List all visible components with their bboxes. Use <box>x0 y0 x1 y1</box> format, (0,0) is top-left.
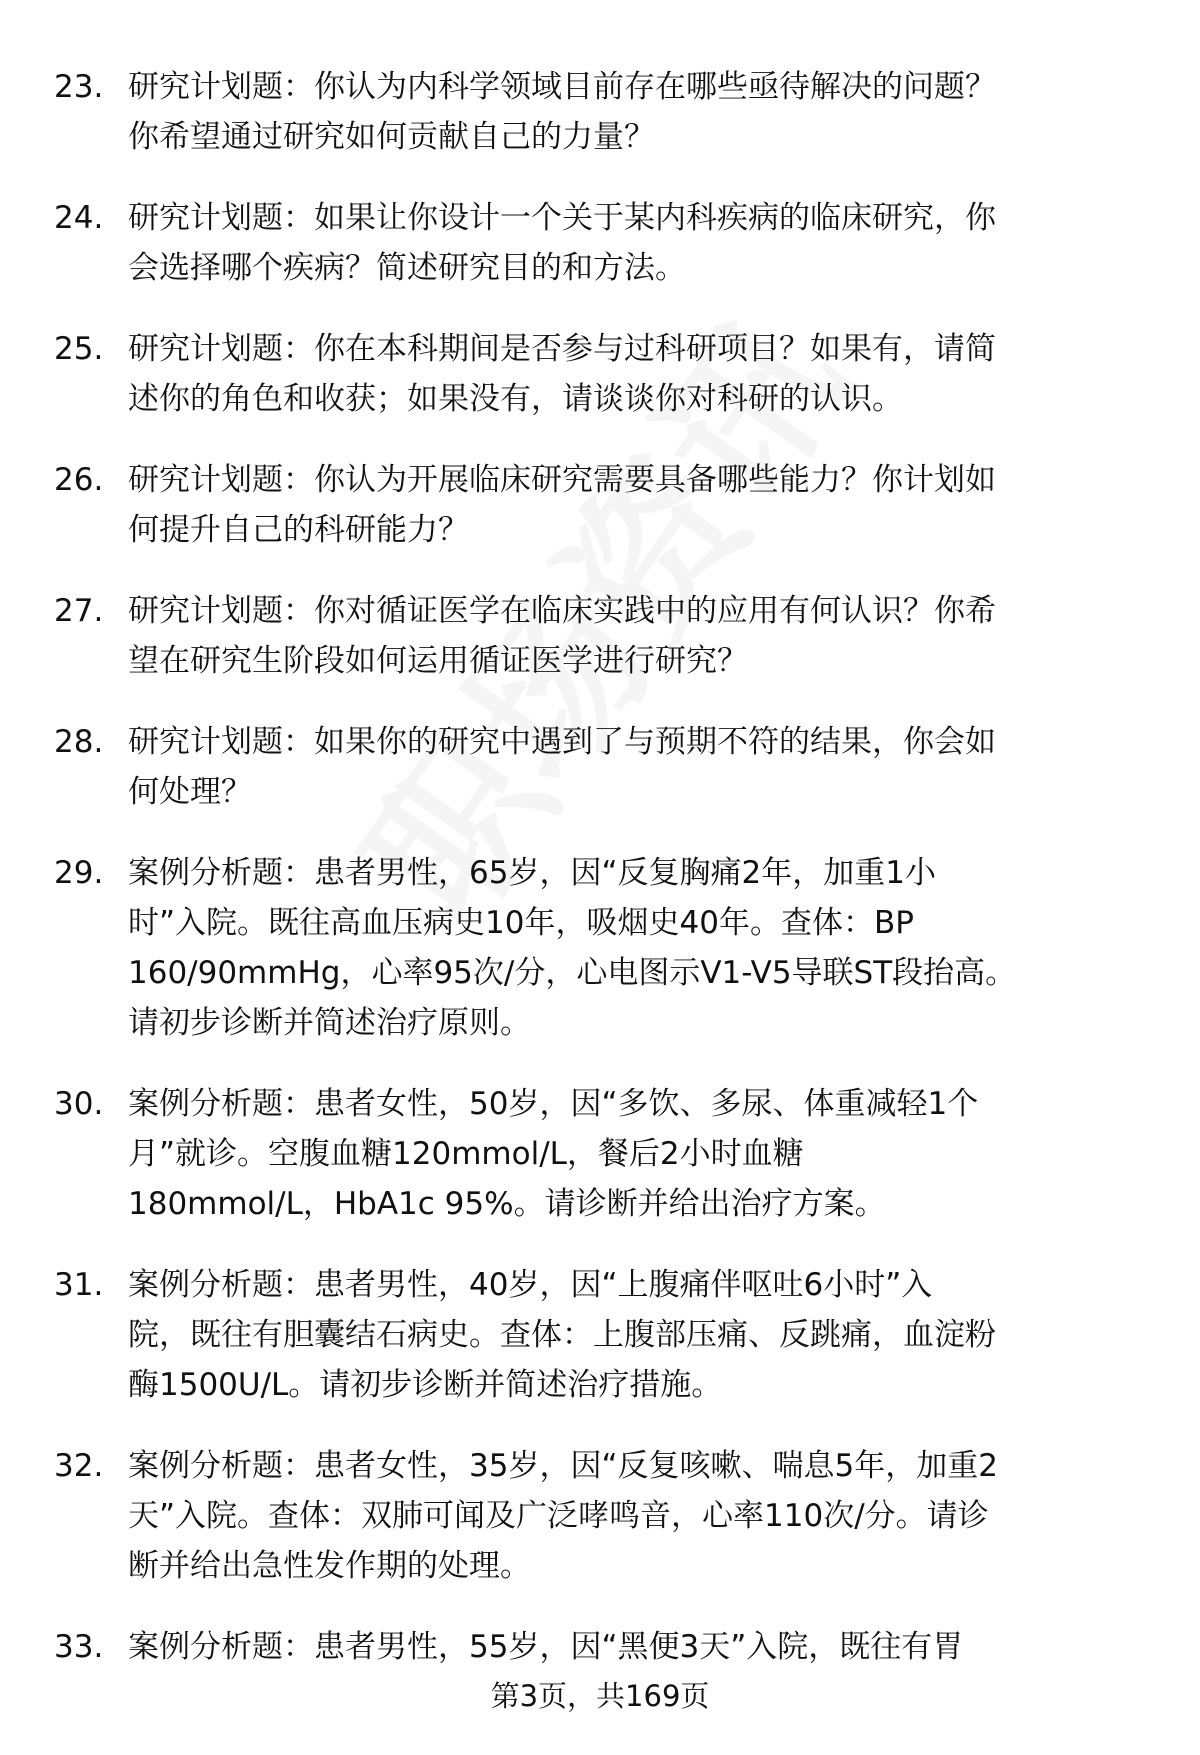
question-text <box>128 848 1200 1048</box>
question-number: 33. <box>54 1629 104 1665</box>
question-item <box>0 62 1200 162</box>
question-text-line: 研究计划题：你认为开展临床研究需要具备哪些能力？你计划如 <box>128 462 996 498</box>
page-footer: 第3页，共169页 <box>490 1679 710 1713</box>
question-number: 25. <box>54 331 104 367</box>
question-text <box>128 455 1200 555</box>
question-text-line: 160/90mmHg，心率95次/分，心电图示V1-V5导联ST段抬高。 <box>128 955 1017 991</box>
question-text <box>128 1079 1200 1229</box>
question-text-line: 天”入院。查体：双肺可闻及广泛哮鸣音，心率110次/分。请诊 <box>128 1498 989 1534</box>
question-text <box>128 717 1200 817</box>
question-text-line: 会选择哪个疾病？简述研究目的和方法。 <box>128 250 686 286</box>
question-text <box>128 324 1200 424</box>
question-text-line: 时”入院。既往高血压病史10年，吸烟史40年。查体：BP <box>128 905 914 941</box>
question-item <box>0 1622 1200 1672</box>
question-text-line: 研究计划题：你认为内科学领域目前存在哪些亟待解决的问题？ <box>128 69 996 105</box>
question-text-line: 研究计划题：如果让你设计一个关于某内科疾病的临床研究，你 <box>128 200 996 236</box>
question-text <box>128 193 1200 293</box>
question-text-line: 案例分析题：患者男性，55岁，因“黑便3天”入院，既往有胃 <box>128 1629 964 1665</box>
question-number: 23. <box>54 69 104 105</box>
question-item <box>0 1260 1200 1410</box>
question-text <box>128 1441 1200 1591</box>
question-text-line: 述你的角色和收获；如果没有，请谈谈你对科研的认识。 <box>128 381 903 417</box>
question-text-line: 何处理？ <box>128 774 252 810</box>
question-text-line: 案例分析题：患者女性，50岁，因“多饮、多尿、体重减轻1个 <box>128 1086 979 1122</box>
question-item <box>0 848 1200 1048</box>
question-text-line: 研究计划题：你在本科期间是否参与过科研项目？如果有，请简 <box>128 331 996 367</box>
question-text <box>128 62 1200 162</box>
question-item <box>0 717 1200 817</box>
question-text-line: 何提升自己的科研能力？ <box>128 512 469 548</box>
question-number: 28. <box>54 724 104 760</box>
question-text-line: 酶1500U/L。请初步诊断并简述治疗措施。 <box>128 1367 723 1403</box>
question-number: 32. <box>54 1448 104 1484</box>
question-number: 30. <box>54 1086 104 1122</box>
question-text-line: 180mmol/L，HbA1c 95%。请诊断并给出治疗方案。 <box>128 1186 886 1222</box>
question-text-line: 请初步诊断并简述治疗原则。 <box>128 1005 531 1041</box>
question-number: 27. <box>54 593 104 629</box>
question-item <box>0 586 1200 686</box>
question-text <box>128 1260 1200 1410</box>
question-text-line: 研究计划题：你对循证医学在临床实践中的应用有何认识？你希 <box>128 593 996 629</box>
question-item <box>0 193 1200 293</box>
question-text-line: 你希望通过研究如何贡献自己的力量？ <box>128 119 655 155</box>
question-item <box>0 455 1200 555</box>
question-text-line: 研究计划题：如果你的研究中遇到了与预期不符的结果，你会如 <box>128 724 996 760</box>
question-number: 31. <box>54 1267 104 1303</box>
question-item <box>0 1441 1200 1591</box>
question-text-line: 案例分析题：患者男性，40岁，因“上腹痛伴呕吐6小时”入 <box>128 1267 933 1303</box>
question-text-line: 院，既往有胆囊结石病史。查体：上腹部压痛、反跳痛，血淀粉 <box>128 1317 996 1353</box>
question-number: 29. <box>54 855 104 891</box>
question-list <box>0 62 1200 1703</box>
question-text <box>128 586 1200 686</box>
question-item <box>0 324 1200 424</box>
question-text-line: 月”就诊。空腹血糖120mmol/L，餐后2小时血糖 <box>128 1136 804 1172</box>
question-text-line: 案例分析题：患者女性，35岁，因“反复咳嗽、喘息5年，加重2 <box>128 1448 998 1484</box>
question-text-line: 断并给出急性发作期的处理。 <box>128 1548 531 1584</box>
question-text-line: 案例分析题：患者男性，65岁，因“反复胸痛2年，加重1小 <box>128 855 936 891</box>
question-number: 24. <box>54 200 104 236</box>
question-text <box>128 1622 1200 1672</box>
question-item <box>0 1079 1200 1229</box>
question-number: 26. <box>54 462 104 498</box>
question-text-line: 望在研究生阶段如何运用循证医学进行研究？ <box>128 643 748 679</box>
